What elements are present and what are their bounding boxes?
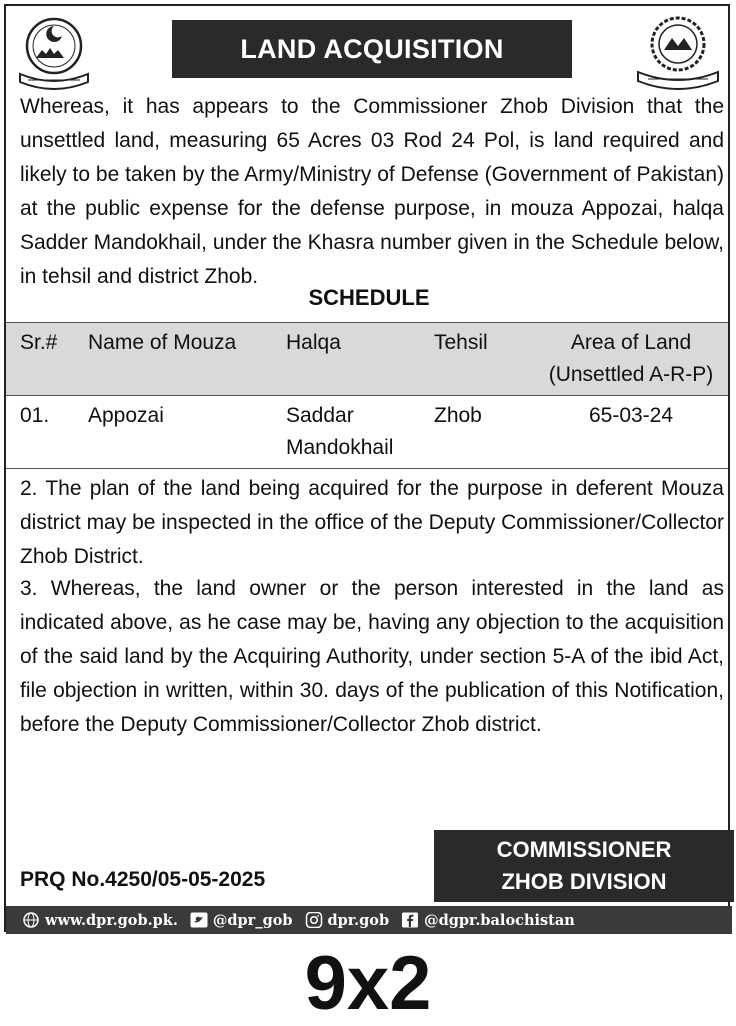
table-row <box>6 396 728 469</box>
globe-icon <box>22 912 40 928</box>
signature-division: ZHOB DIVISION <box>501 869 667 894</box>
table-cell: 01. <box>6 396 84 469</box>
ad-size-label: 9x2 <box>304 941 432 1026</box>
signature-title: COMMISSIONER <box>496 837 672 862</box>
website-link[interactable]: www.dpr.gob.pk. <box>45 911 178 929</box>
balochistan-seal-icon <box>14 14 94 90</box>
column-header: Tehsil <box>430 323 534 396</box>
table-cell: Saddar Mandokhail <box>282 396 430 469</box>
footer-twitter[interactable] <box>190 912 293 929</box>
footer-website[interactable] <box>22 912 178 929</box>
table-cell: 65-03-24 <box>534 396 728 469</box>
signature-block <box>434 830 734 902</box>
paragraph-3: 3. Whereas, the land owner or the person interested in the land as indicated above, as he case may be, having any objection to the acquisition of the said land by the Acquiring Authority, under section 5-A of the ibid Act, file objection in written, within 30. days of the publication of this Notification, before the Deputy Commissioner/Collector Zhob district. <box>20 577 724 736</box>
intro-paragraph: Whereas, it has appears to the Commissioner Zhob Division that the unsettled land, measuring 65 Acres 03 Rod 24 Pol, is land required and likely to be taken by the Army/Ministry of Defense (Government of Pakistan) at the public expense for the defense purpose, in mouza Appozai, halqa Sadder Mandokhail, under the Khasra number given in the Schedule below, in tehsil and district Zhob. <box>20 95 724 288</box>
page-title: LAND ACQUISITION <box>172 20 572 78</box>
balochistan-government-emblem-icon <box>630 14 726 90</box>
schedule-table <box>6 322 728 469</box>
table-cell: Appozai <box>84 396 282 469</box>
paragraph-2: 2. The plan of the land being acquired for the purpose in deferent Mouza district may be inspected in the office of the Deputy Commissioner/Collector Zhob District. <box>20 477 724 568</box>
prq-number: PRQ No.4250/05-05-2025 <box>20 868 266 891</box>
footer-facebook[interactable] <box>401 912 575 929</box>
column-header: Sr.# <box>6 323 84 396</box>
table-cell: Zhob <box>430 396 534 469</box>
instagram-icon <box>305 912 323 928</box>
instagram-handle[interactable]: dpr.gob <box>327 911 390 929</box>
twitter-icon <box>190 912 208 928</box>
column-header: Name of Mouza <box>84 323 282 396</box>
schedule-title: SCHEDULE <box>308 285 430 310</box>
column-header: Area of Land (Unsettled A-R-P) <box>534 323 728 396</box>
facebook-handle[interactable]: @dgpr.balochistan <box>424 911 575 929</box>
twitter-handle[interactable]: @dpr_gob <box>212 911 293 929</box>
facebook-icon <box>401 912 419 928</box>
column-header: Halqa <box>282 323 430 396</box>
footer-instagram[interactable] <box>305 912 390 929</box>
schedule-header-row <box>6 323 728 396</box>
footer-contact-bar <box>6 906 732 934</box>
notice-frame <box>4 4 730 932</box>
